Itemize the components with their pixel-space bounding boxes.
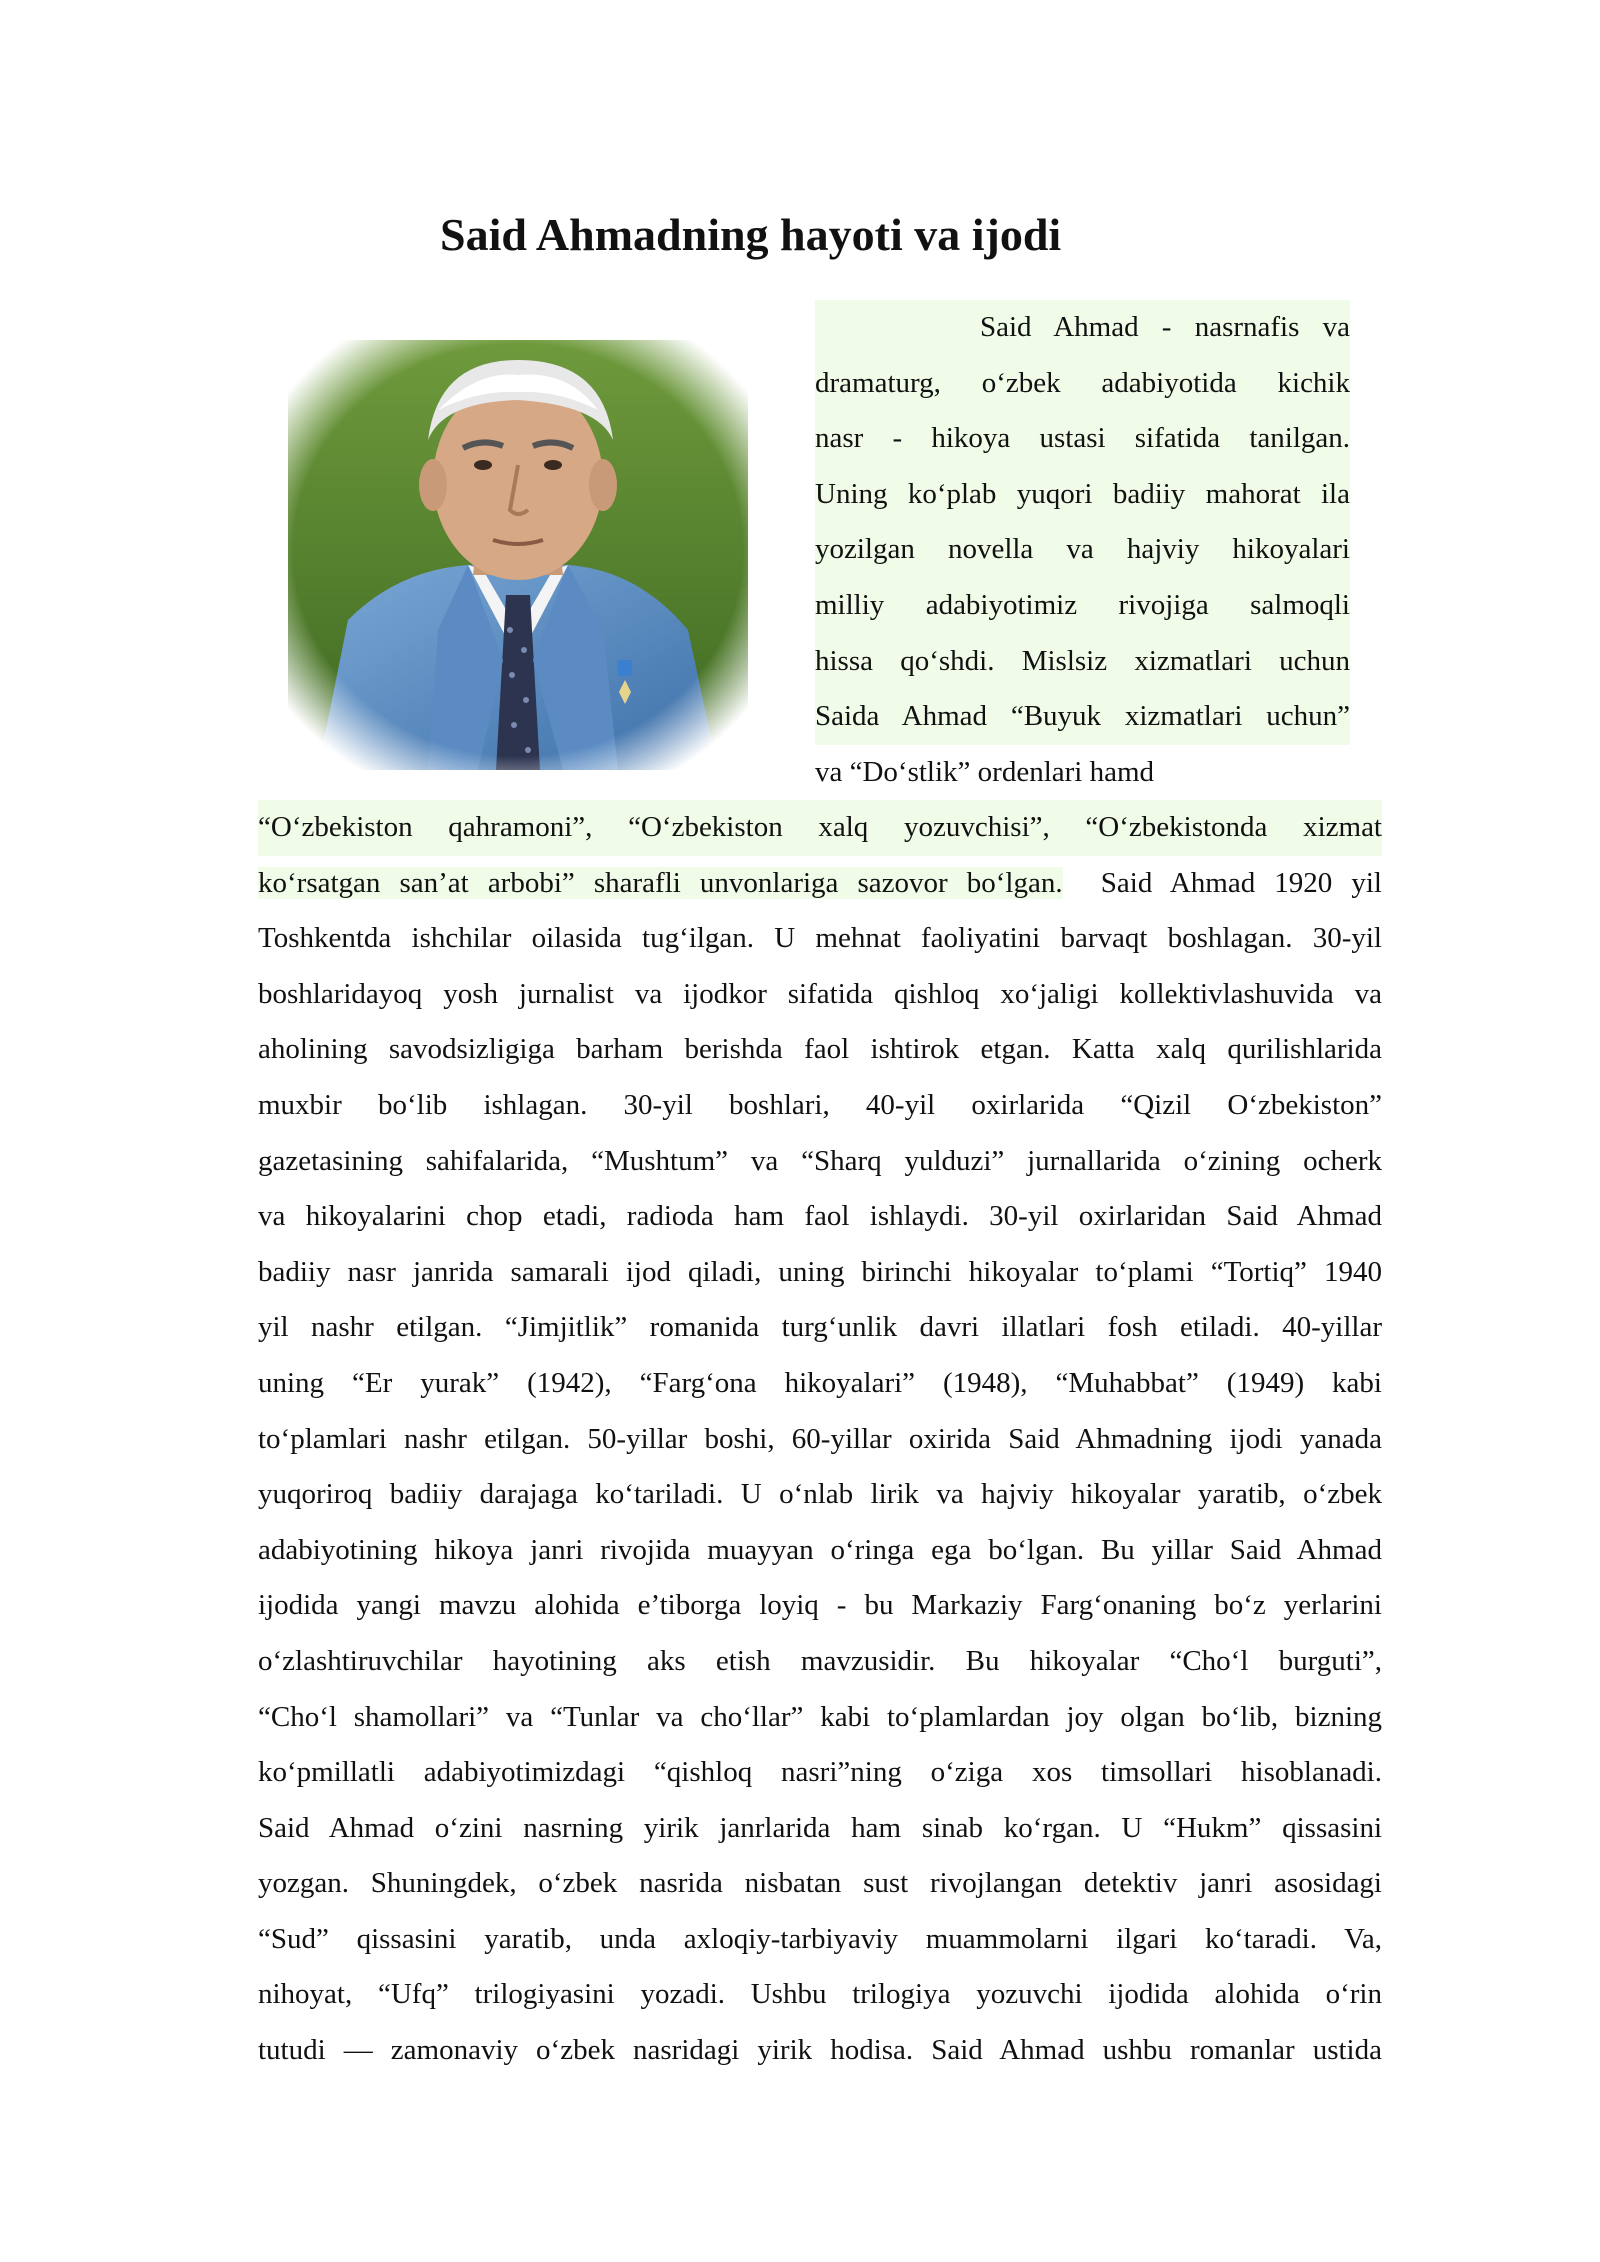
- body-line: o‘zlashtiruvchilar hayotining aks etish mavzusidir. Bu hikoyalar “Cho‘l burguti”,: [258, 1644, 1382, 1677]
- body-paragraph: [258, 800, 1382, 2079]
- body-line: “Cho‘l shamollari” va “Tunlar va cho‘llar” kabi to‘plamlardan joy olgan bo‘lib, bizning: [258, 1700, 1382, 1733]
- body-line: va hikoyalarini chop etadi, radioda ham faol ishlaydi. 30-yil oxirlaridan Said Ahmad: [258, 1200, 1382, 1233]
- intro-line: yozilgan novella va hajviy hikoyalari: [815, 522, 1350, 578]
- intro-line: dramaturg, o‘zbek adabiyotida kichik: [815, 356, 1350, 412]
- intro-line: nasr - hikoya ustasi sifatida tanilgan.: [815, 411, 1350, 467]
- body-line: Toshkentda ishchilar oilasida tug‘ilgan. U mehnat faoliyatini barvaqt boshlagan. 30-yil: [258, 922, 1382, 955]
- body-line: muxbir bo‘lib ishlagan. 30-yil boshlari, 40-yil oxirlarida “Qizil O‘zbekiston”: [258, 1088, 1382, 1121]
- body-line: yuqoriroq badiiy darajaga ko‘tariladi. U o‘nlab lirik va hajviy hikoyalar yaratib, o‘zbek: [258, 1478, 1382, 1511]
- body-line: Said Ahmad o‘zini nasrning yirik janrlarida ham sinab ko‘rgan. U “Hukm” qissasini: [258, 1811, 1382, 1844]
- body-line: ijodida yangi mavzu alohida e’tiborga loyiq - bu Markaziy Farg‘onaning bo‘z yerlarini: [258, 1589, 1382, 1622]
- body-line: aholining savodsizligiga barham berishda faol ishtirok etgan. Katta xalq qurilishlarida: [258, 1033, 1382, 1066]
- body-line: “Sud” qissasini yaratib, unda axloqiy-tarbiyaviy muammolarni ilgari ko‘taradi. Va,: [258, 1922, 1382, 1955]
- intro-line: Uning ko‘plab yuqori badiiy mahorat ila: [815, 467, 1350, 523]
- body-line: yozgan. Shuningdek, o‘zbek nasrida nisbatan sust rivojlangan detektiv janri asosidagi: [258, 1867, 1382, 1900]
- body-line: tutudi — zamonaviy o‘zbek nasridagi yirik hodisa. Said Ahmad ushbu romanlar ustida: [258, 2034, 1382, 2067]
- intro-line: milliy adabiyotimiz rivojiga salmoqli: [815, 578, 1350, 634]
- intro-line: Said Ahmad - nasrnafis va: [815, 300, 1350, 356]
- body-line: nihoyat, “Ufq” trilogiyasini yozadi. Ushbu trilogiya yozuvchi ijodida alohida o‘rin: [258, 1978, 1382, 2011]
- body-line: uning “Er yurak” (1942), “Farg‘ona hikoyalari” (1948), “Muhabbat” (1949) kabi: [258, 1366, 1382, 1399]
- body-line: “O‘zbekiston qahramoni”, “O‘zbekiston xalq yozuvchisi”, “O‘zbekistonda xizmat: [258, 800, 1382, 856]
- body-line: badiiy nasr janrida samarali ijod qiladi, uning birinchi hikoyalar to‘plami “Tortiq” 1940: [258, 1255, 1382, 1288]
- intro-line: va “Do‘stlik” ordenlari hamd: [815, 755, 1155, 788]
- body-line: adabiyotining hikoya janri rivojida muayyan o‘ringa ega bo‘lgan. Bu yillar Said Ahmad: [258, 1533, 1382, 1566]
- body-line: boshlaridayoq yosh jurnalist va ijodkor sifatida qishloq xo‘jaligi kollektivlashuvida va: [258, 977, 1382, 1010]
- page-title: Said Ahmadning hayoti va ijodi: [440, 209, 1062, 260]
- intro-paragraph: [815, 300, 1350, 800]
- highlighted-text: ko‘rsatgan san’at arbobi” sharafli unvonlariga sazovor bo‘lgan.: [258, 866, 1063, 899]
- body-line: to‘plamlari nashr etilgan. 50-yillar boshi, 60-yillar oxirida Said Ahmadning ijodi yanada: [258, 1422, 1382, 1455]
- author-portrait: [278, 330, 758, 770]
- body-line: yil nashr etilgan. “Jimjitlik” romanida turg‘unlik davri illatlari fosh etiladi. 40-yillar: [258, 1311, 1382, 1344]
- body-line: [258, 856, 1382, 912]
- intro-line: hissa qo‘shdi. Mislsiz xizmatlari uchun: [815, 634, 1350, 690]
- body-text: Said Ahmad 1920 yil: [1062, 866, 1382, 899]
- body-line: gazetasining sahifalarida, “Mushtum” va “Sharq yulduzi” jurnallarida o‘zining ocherk: [258, 1144, 1382, 1177]
- body-line: ko‘pmillatli adabiyotimizdagi “qishloq nasri”ning o‘ziga xos timsollari hisoblanadi.: [258, 1756, 1382, 1789]
- intro-line: Saida Ahmad “Buyuk xizmatlari uchun”: [815, 689, 1350, 745]
